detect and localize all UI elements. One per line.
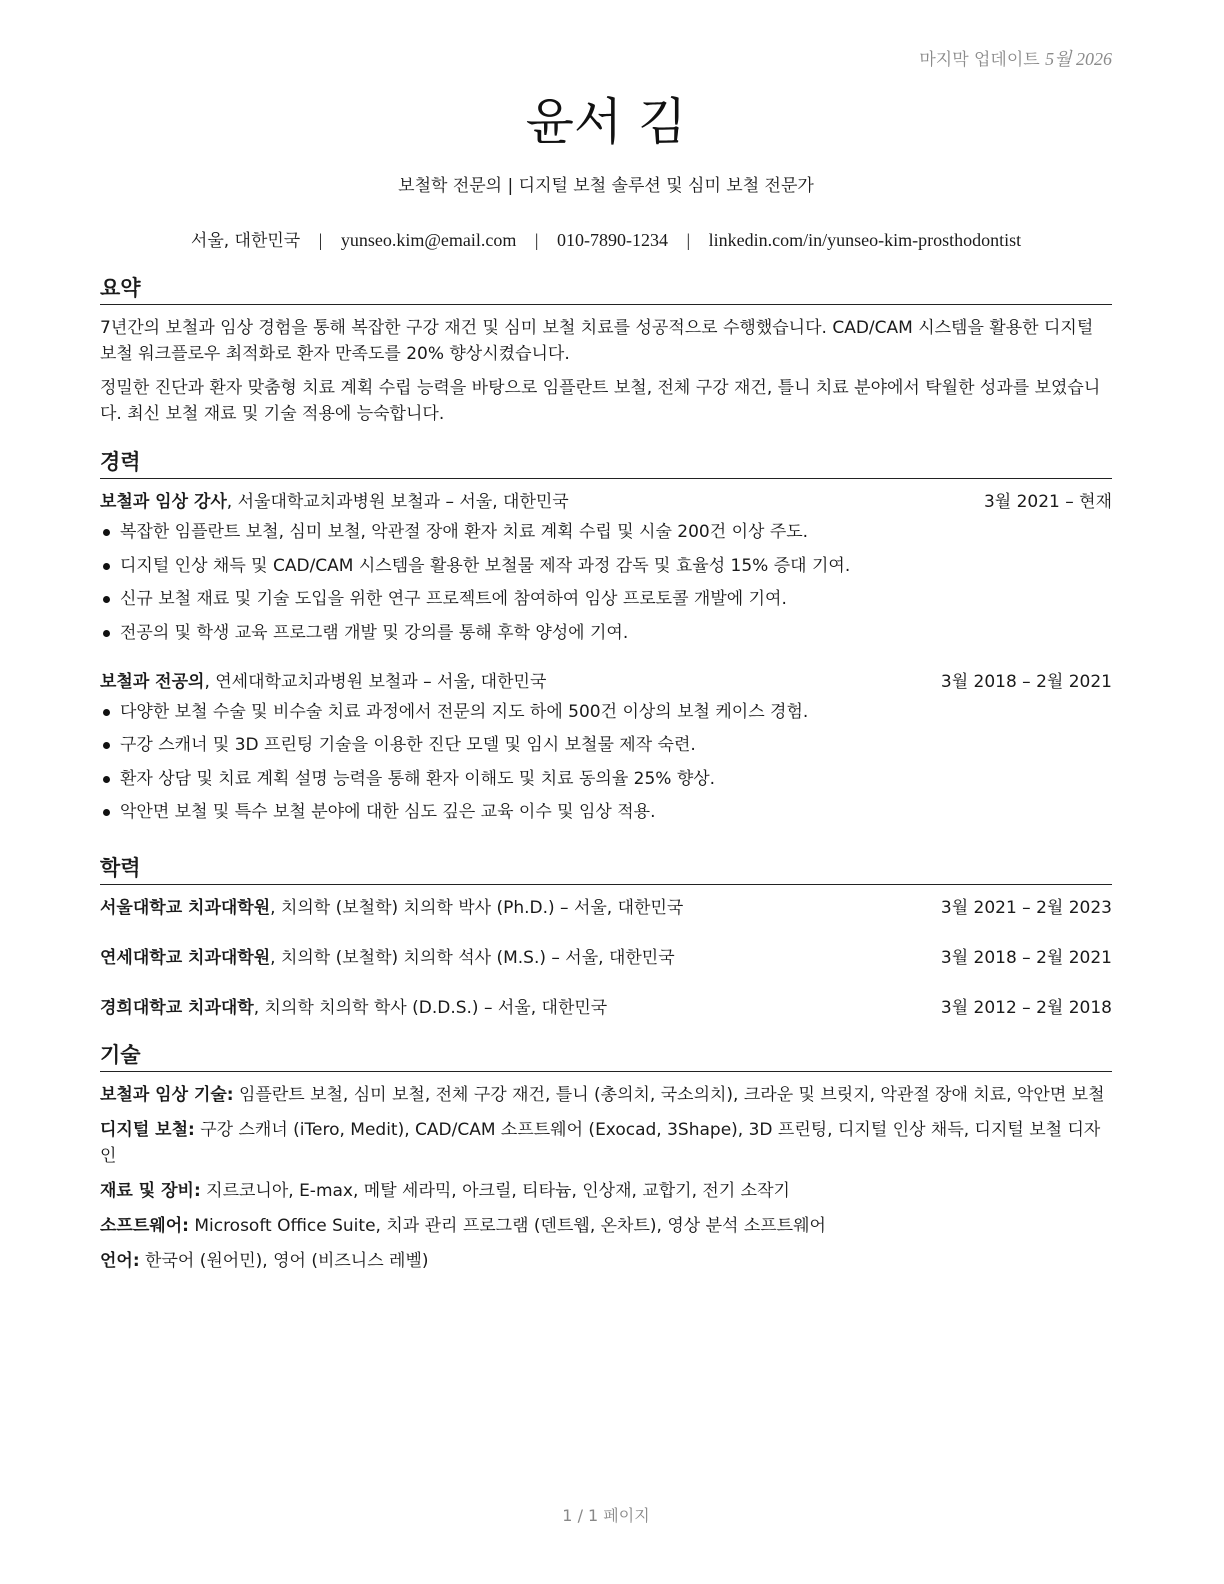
job-date: 3월 2021 – 현재 bbox=[983, 492, 1112, 513]
education-entry bbox=[100, 945, 1112, 971]
skill-value: 한국어 (원어민), 영어 (비즈니스 레벨) bbox=[139, 1251, 429, 1272]
skills-section bbox=[100, 1043, 1112, 1283]
school-name: 경희대학교 치과대학 bbox=[100, 998, 254, 1019]
experience-section bbox=[100, 450, 1112, 833]
contact-line bbox=[100, 226, 1112, 251]
skill-item bbox=[100, 1248, 1112, 1274]
resume-page bbox=[100, 0, 1112, 1584]
education-entry bbox=[100, 995, 1112, 1021]
job-bullets bbox=[100, 519, 1112, 646]
school-name: 서울대학교 치과대학원 bbox=[100, 898, 271, 919]
job-org: , 서울대학교치과병원 보철과 – 서울, 대한민국 bbox=[226, 492, 569, 513]
skill-item bbox=[100, 1213, 1112, 1239]
last-updated-label: 마지막 업데이트 bbox=[919, 50, 1040, 70]
skill-label: 재료 및 장비: bbox=[100, 1181, 201, 1202]
experience-entry bbox=[100, 669, 1112, 826]
section-title-experience: 경력 bbox=[100, 450, 1112, 479]
school-name: 연세대학교 치과대학원 bbox=[100, 948, 271, 969]
person-name: 윤서 김 bbox=[525, 93, 687, 151]
school-detail: , 치의학 치의학 학사 (D.D.S.) – 서울, 대한민국 bbox=[253, 998, 608, 1019]
contact-email[interactable]: yunseo.kim@email.com bbox=[340, 230, 517, 250]
job-role: 보철과 임상 강사 bbox=[100, 492, 227, 513]
bullet-item: 신규 보철 재료 및 기술 도입을 위한 연구 프로젝트에 참여하여 임상 프로토콜 개발에 기여. bbox=[100, 586, 1112, 612]
skill-item bbox=[100, 1117, 1112, 1169]
school-detail: , 치의학 (보철학) 치의학 박사 (Ph.D.) – 서울, 대한민국 bbox=[270, 898, 684, 919]
skill-item bbox=[100, 1178, 1112, 1204]
job-role: 보철과 전공의 bbox=[100, 671, 205, 692]
skill-item bbox=[100, 1082, 1112, 1108]
skill-value: 구강 스캐너 (iTero, Medit), CAD/CAM 소프트웨어 (Exocad, 3Shape), 3D 프린팅, 디지털 인상 채득, 디지털 보철 디자인 bbox=[100, 1120, 1101, 1167]
contact-separator: | bbox=[686, 230, 691, 250]
skill-label: 소프트웨어: bbox=[100, 1216, 189, 1237]
summary-paragraph: 정밀한 진단과 환자 맞춤형 치료 계획 수립 능력을 바탕으로 임플란트 보철, 전체 구강 재건, 틀니 치료 분야에서 탁월한 성과를 보였습니다. 최신 보철 재료 및 기술 적용에 능숙합니다. bbox=[100, 378, 1101, 425]
job-date: 3월 2018 – 2월 2021 bbox=[940, 671, 1112, 692]
contact-linkedin[interactable]: linkedin.com/in/yunseo-kim-prosthodontist bbox=[708, 230, 1022, 250]
school-date: 3월 2012 – 2월 2018 bbox=[940, 998, 1112, 1019]
bullet-item: 복잡한 임플란트 보철, 심미 보철, 악관절 장애 환자 치료 계획 수립 및 시술 200건 이상 주도. bbox=[100, 519, 1112, 545]
bullet-item: 악안면 보철 및 특수 보철 분야에 대한 심도 깊은 교육 이수 및 임상 적용. bbox=[100, 799, 1112, 825]
page-footer: 1 / 1 페이지 bbox=[562, 1506, 650, 1525]
last-updated bbox=[919, 45, 1112, 71]
section-title-skills: 기술 bbox=[100, 1043, 1112, 1072]
summary-section bbox=[100, 276, 1112, 435]
summary-paragraph: 7년간의 보철과 임상 경험을 통해 복잡한 구강 재건 및 심미 보철 치료를 성공적으로 수행했습니다. CAD/CAM 시스템을 활용한 디지털 보철 워크플로우 최적화로 환자 만족도를 20% 향상시켰습니다. bbox=[100, 318, 1094, 365]
skill-value: Microsoft Office Suite, 치과 관리 프로그램 (덴트웹, 온차트), 영상 분석 소프트웨어 bbox=[188, 1216, 826, 1237]
bullet-item: 환자 상담 및 치료 계획 설명 능력을 통해 환자 이해도 및 치료 동의율 25% 향상. bbox=[100, 766, 1112, 792]
job-bullets bbox=[100, 699, 1112, 826]
last-updated-date: 5월 2026 bbox=[1045, 49, 1112, 69]
school-detail: , 치의학 (보철학) 치의학 석사 (M.S.) – 서울, 대한민국 bbox=[270, 948, 675, 969]
contact-separator: | bbox=[318, 230, 323, 250]
job-org: , 연세대학교치과병원 보철과 – 서울, 대한민국 bbox=[204, 671, 547, 692]
bullet-item: 구강 스캐너 및 3D 프린팅 기술을 이용한 진단 모델 및 임시 보철물 제작 숙련. bbox=[100, 732, 1112, 758]
bullet-item: 디지털 인상 채득 및 CAD/CAM 시스템을 활용한 보철물 제작 과정 감독 및 효율성 15% 증대 기여. bbox=[100, 553, 1112, 579]
contact-location: 서울, 대한민국 bbox=[190, 231, 301, 251]
bullet-item: 전공의 및 학생 교육 프로그램 개발 및 강의를 통해 후학 양성에 기여. bbox=[100, 620, 1112, 646]
skill-value: 임플란트 보철, 심미 보철, 전체 구강 재건, 틀니 (총의치, 국소의치), 크라운 및 브릿지, 악관절 장애 치료, 악안면 보철 bbox=[233, 1085, 1105, 1106]
contact-separator: | bbox=[534, 230, 539, 250]
skill-value: 지르코니아, E-max, 메탈 세라믹, 아크릴, 티타늄, 인상재, 교합기, 전기 소작기 bbox=[200, 1181, 790, 1202]
experience-entry bbox=[100, 489, 1112, 646]
skill-label: 언어: bbox=[100, 1251, 140, 1272]
bullet-item: 다양한 보철 수술 및 비수술 치료 과정에서 전문의 지도 하에 500건 이상의 보철 케이스 경험. bbox=[100, 699, 1112, 725]
contact-phone: 010-7890-1234 bbox=[557, 230, 668, 250]
skill-label: 디지털 보철: bbox=[100, 1120, 195, 1141]
school-date: 3월 2018 – 2월 2021 bbox=[940, 948, 1112, 969]
section-title-education: 학력 bbox=[100, 856, 1112, 885]
skill-label: 보철과 임상 기술: bbox=[100, 1085, 234, 1106]
education-entry bbox=[100, 895, 1112, 921]
education-section bbox=[100, 856, 1112, 1021]
section-title-summary: 요약 bbox=[100, 276, 1112, 305]
school-date: 3월 2021 – 2월 2023 bbox=[940, 898, 1112, 919]
tagline: 보철학 전문의 | 디지털 보철 솔루션 및 심미 보철 전문가 bbox=[398, 176, 814, 196]
